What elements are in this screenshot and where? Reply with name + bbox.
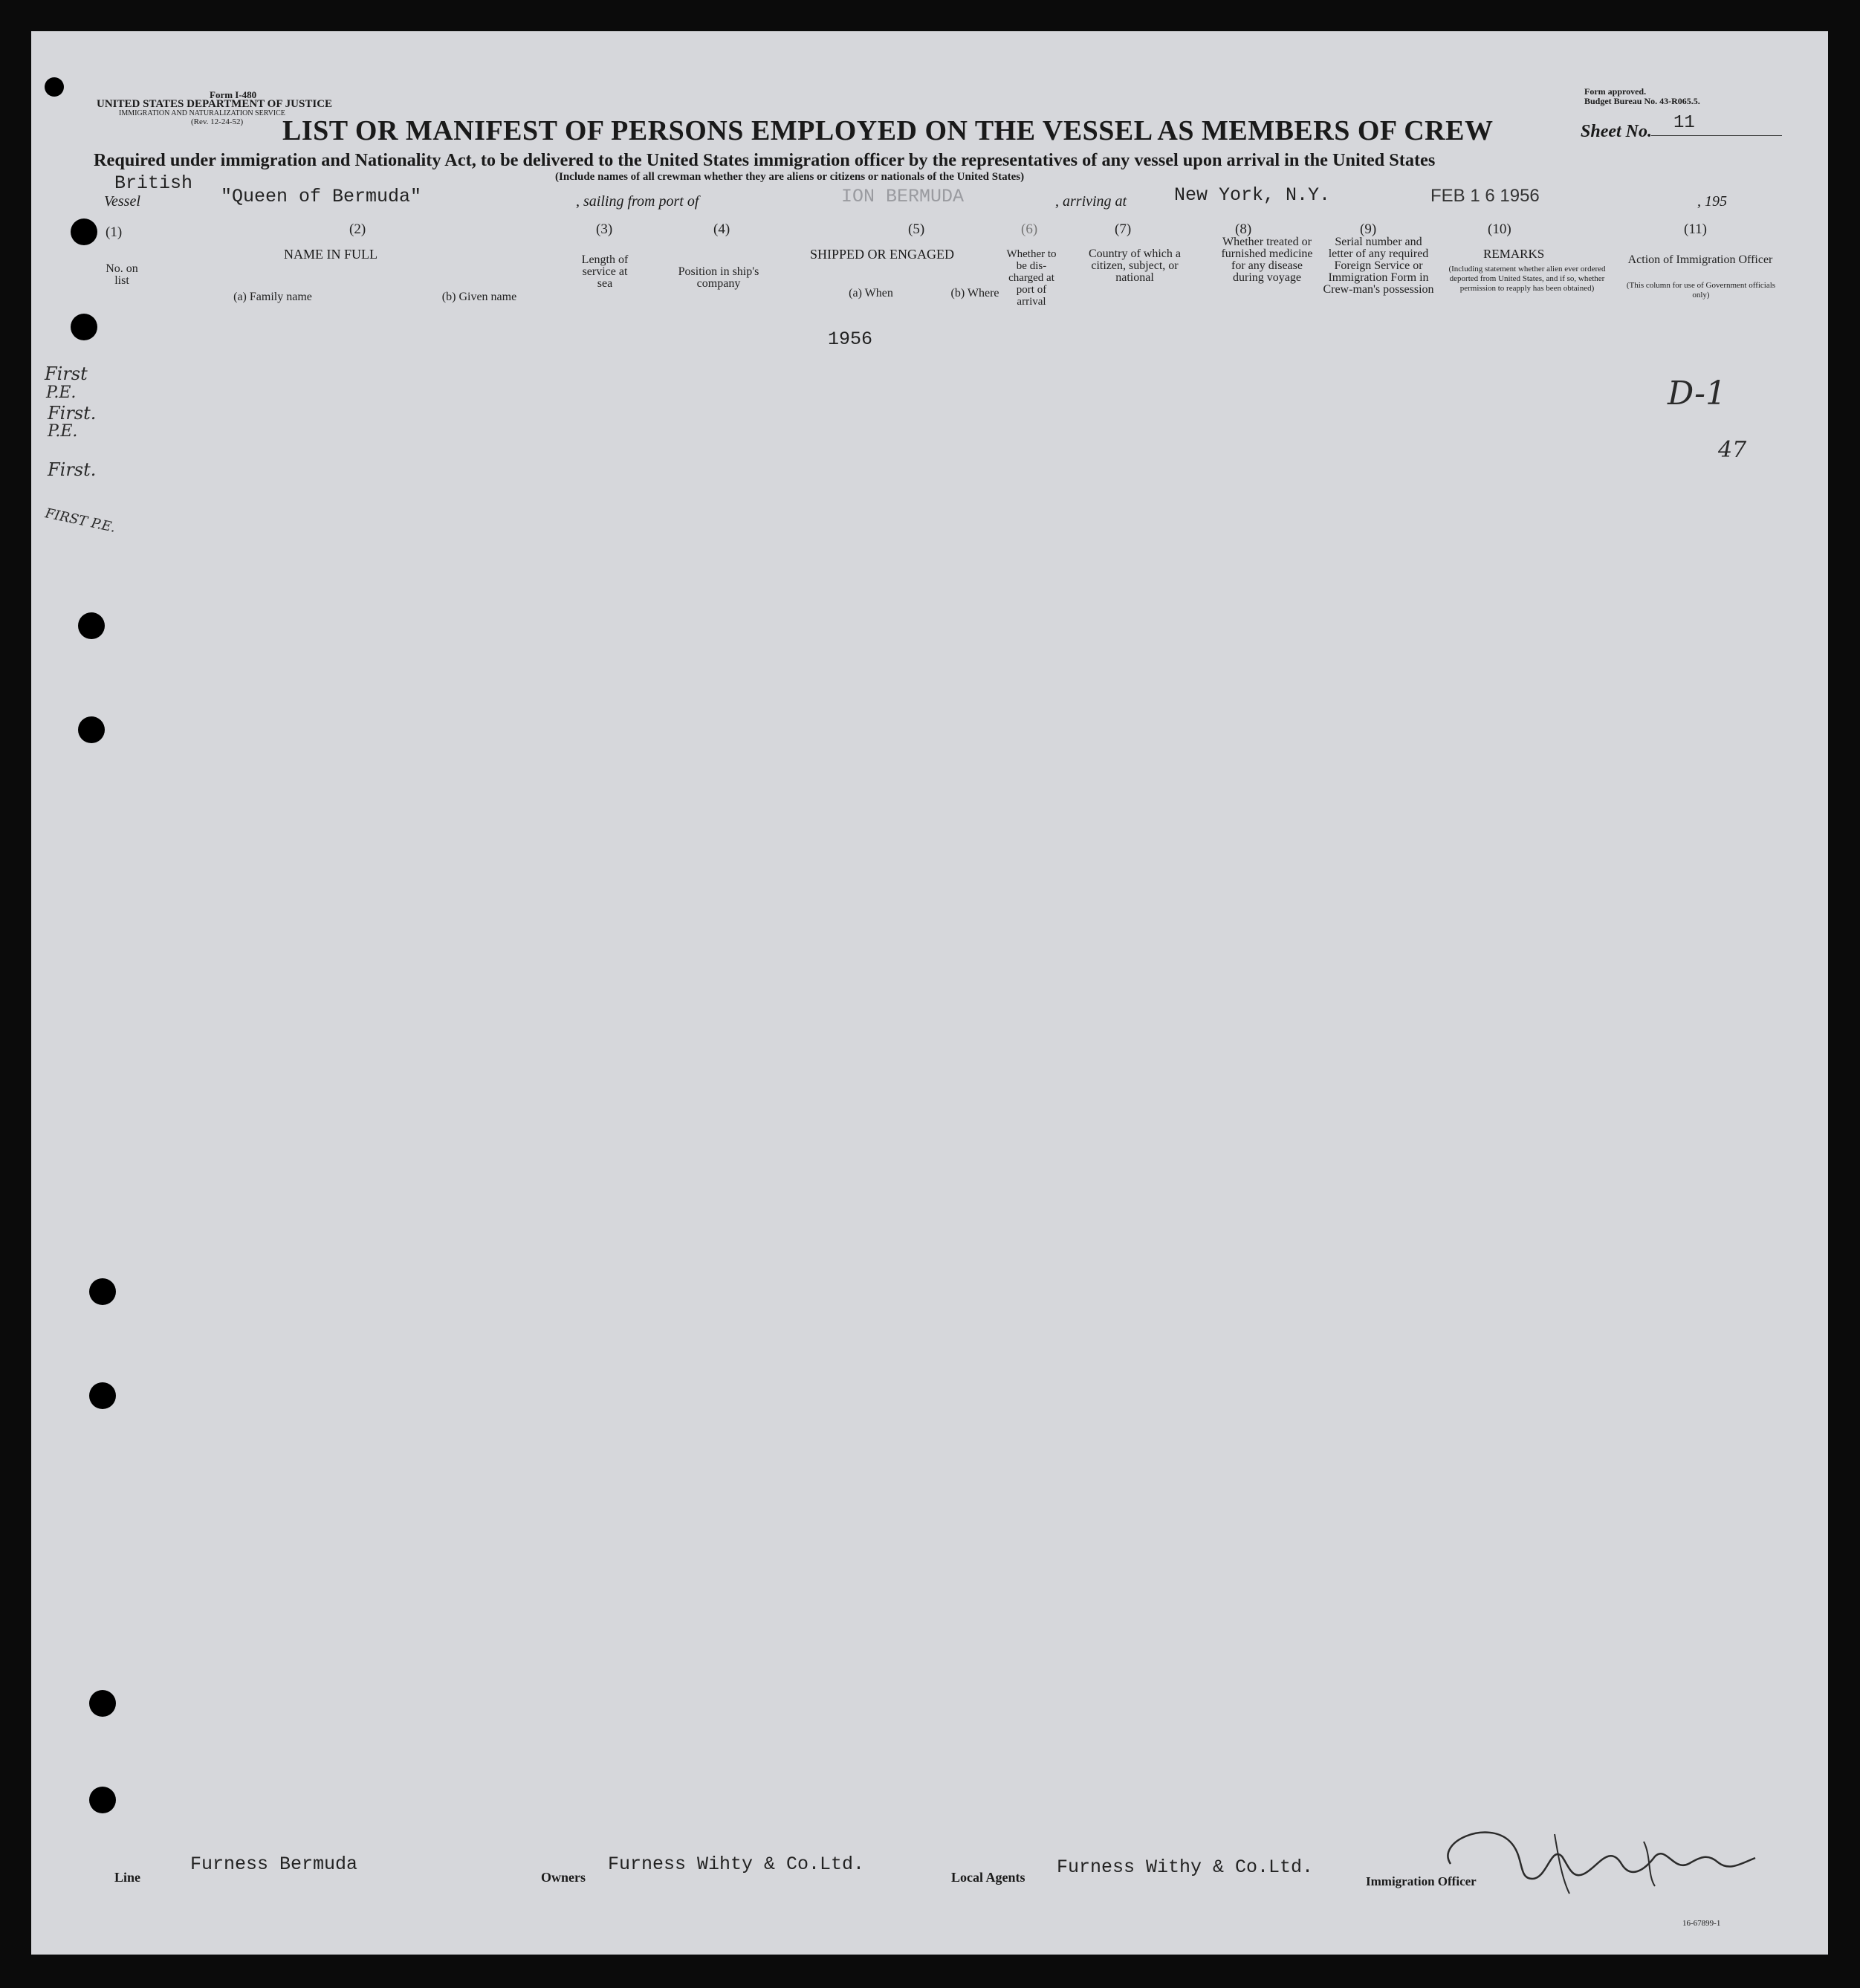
year-suffix: , 195 <box>1697 193 1727 210</box>
margin-note: FIRST P.E. <box>43 505 117 536</box>
agents-label: Local Agents <box>951 1870 1025 1885</box>
sailing-label: , sailing from port of <box>576 193 699 210</box>
department: UNITED STATES DEPARTMENT OF JUSTICE <box>97 98 333 110</box>
budget-bureau: Budget Bureau No. 43-R065.5. <box>1584 96 1700 106</box>
vessel-name: "Queen of Bermuda" <box>221 186 422 207</box>
line-value: Furness Bermuda <box>190 1853 358 1875</box>
sailing-port: ION BERMUDA <box>841 186 965 207</box>
col6-header: Whether to be dis-charged at port of arrival <box>1006 248 1057 308</box>
vessel-label: Vessel <box>104 193 140 210</box>
service: IMMIGRATION AND NATURALIZATION SERVICE <box>119 109 285 117</box>
year-note: 1956 <box>828 328 873 350</box>
inclusion-note: (Include names of all crewman whether they are aliens or citizens or nationals of the United States) <box>555 171 1025 183</box>
revision: (Rev. 12-24-52) <box>191 117 244 126</box>
arriving-label: , arriving at <box>1055 193 1127 210</box>
col5a-header: (a) When <box>849 287 893 300</box>
officer-mark: D-1 <box>1668 375 1726 412</box>
col5-number: (5) <box>908 221 925 237</box>
col10-number: (10) <box>1488 221 1511 237</box>
margin-note: P.E. <box>46 383 77 402</box>
col1-header: No. on list <box>106 262 138 287</box>
officer-count: 47 <box>1718 437 1747 463</box>
owners-label: Owners <box>541 1870 586 1885</box>
col1-number: (1) <box>106 224 123 240</box>
col9-header: Serial number and letter of any required Foreign Service or Immigration Form in Crew-man's possession <box>1323 236 1434 296</box>
form-code: 16-67899-1 <box>1682 1919 1721 1928</box>
col11-header: Action of Immigration Officer <box>1627 253 1773 266</box>
officer-signature <box>1421 1812 1778 1908</box>
col4-number: (4) <box>713 221 730 237</box>
col9-number: (9) <box>1360 221 1377 237</box>
col2-number: (2) <box>349 221 366 237</box>
officer-label: Immigration Officer <box>1366 1874 1477 1888</box>
margin-note: First. <box>48 403 97 424</box>
col11-number: (11) <box>1684 221 1707 237</box>
col8-number: (8) <box>1235 221 1252 237</box>
col7-header: Country of which a citizen, subject, or national <box>1089 247 1181 284</box>
line-label: Line <box>114 1870 141 1885</box>
col8-header: Whether treated or furnished medicine for any disease during voyage <box>1221 236 1313 284</box>
margin-note: First. <box>48 459 97 480</box>
col3-header: Length of service at sea <box>581 253 629 290</box>
form-number: Form I-480 <box>210 89 257 100</box>
col5b-header: (b) Where <box>950 287 999 300</box>
col11-subheader: (This column for use of Government officials only) <box>1626 281 1776 300</box>
margin-note: P.E. <box>48 422 78 441</box>
col3-number: (3) <box>596 221 613 237</box>
col5-header: SHIPPED OR ENGAGED <box>810 247 955 262</box>
col4-header: Position in ship's company <box>678 265 759 290</box>
arrival-date-stamp: FEB 1 6 1956 <box>1430 186 1540 206</box>
agents-value: Furness Withy & Co.Ltd. <box>1057 1856 1314 1878</box>
sheet-number: 11 <box>1673 113 1695 133</box>
col7-number: (7) <box>1115 221 1132 237</box>
col2-header: NAME IN FULL <box>284 247 377 262</box>
sheet-label: Sheet No. <box>1581 122 1652 141</box>
form-approved: Form approved. <box>1584 86 1647 97</box>
manifest-sheet <box>31 31 1828 1955</box>
col6-number: (6) <box>1021 221 1038 237</box>
page-title: LIST OR MANIFEST OF PERSONS EMPLOYED ON THE VESSEL AS MEMBERS OF CREW <box>282 115 1494 146</box>
vessel-nationality: British <box>114 172 193 194</box>
margin-note: First <box>45 363 88 384</box>
owners-value: Furness Wihty & Co.Ltd. <box>608 1853 865 1875</box>
table-grid <box>31 31 1828 1955</box>
subtitle: Required under immigration and Nationality Act, to be delivered to the United States immigration officer by the representatives of any vessel upon arrival in the United States <box>94 150 1436 170</box>
col2b-header: (b) Given name <box>441 291 517 303</box>
arriving-port: New York, N.Y. <box>1174 184 1331 206</box>
col10-header: REMARKS <box>1483 247 1545 261</box>
col10-subheader: (Including statement whether alien ever ordered deported from United States, and if so, whether permission to reapply has been obtained) <box>1448 265 1606 293</box>
col2a-header: (a) Family name <box>233 291 312 303</box>
